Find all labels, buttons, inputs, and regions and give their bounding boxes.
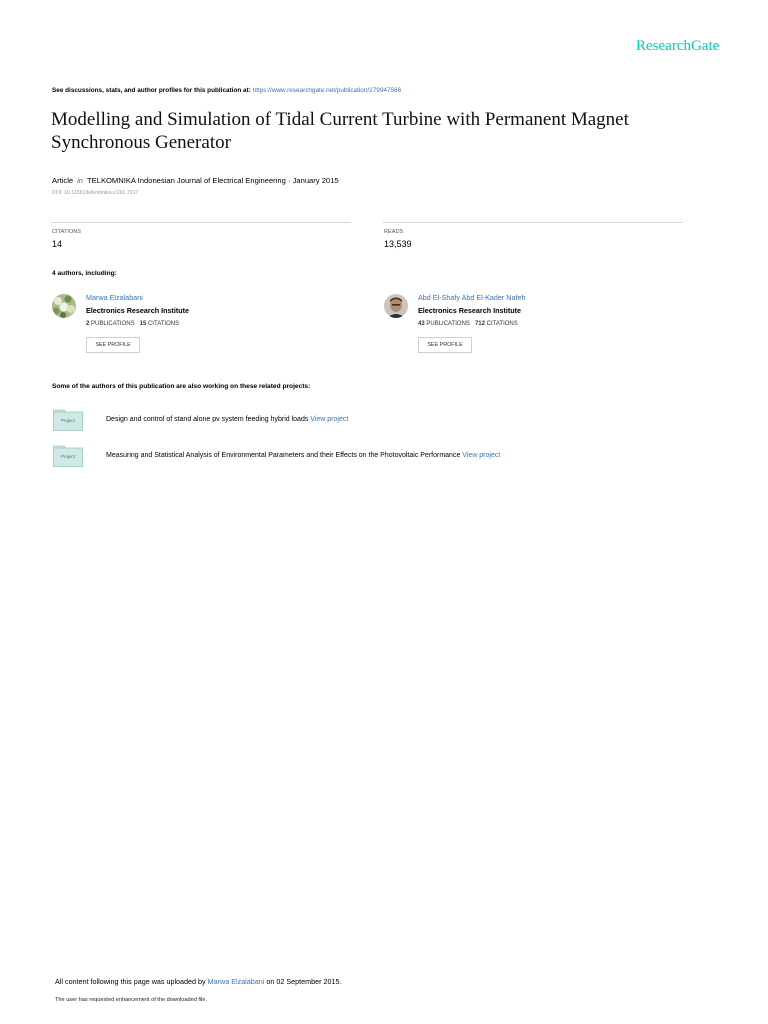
publication-title: Modelling and Simulation of Tidal Current Turbine with Permanent Magnet Synchronous Generator <box>51 109 629 153</box>
in-word: in <box>77 176 84 185</box>
project-item <box>106 452 500 459</box>
uploaded-prefix: All content following this page was uploaded by <box>55 977 206 986</box>
notice-label: See discussions, stats, and author profiles for this publication at: <box>52 87 251 94</box>
author-stats <box>86 321 179 327</box>
uploader-link[interactable]: Marwa Elzalabani <box>207 977 265 986</box>
article-type: Article <box>52 176 74 185</box>
uploaded-suffix: on 02 September 2015. <box>266 977 342 986</box>
publications-label: PUBLICATIONS <box>91 321 135 327</box>
journal-name: TELKOMNIKA Indonesian Journal of Electrical Engineering · January 2015 <box>87 176 339 185</box>
author-citations-count: 15 <box>139 321 147 327</box>
view-project-link[interactable]: View project <box>462 452 501 459</box>
author-citations-count: 712 <box>474 321 485 327</box>
upload-notice <box>55 977 342 986</box>
citations-label: CITATIONS <box>52 229 82 235</box>
project-title: Measuring and Statistical Analysis of Environmental Parameters and their Effects on the Photovoltaic Performance <box>106 452 461 459</box>
reads-label: READS <box>384 229 404 235</box>
author-stats <box>418 321 518 327</box>
citations-label: CITATIONS <box>486 321 518 327</box>
author-name-link[interactable]: Abd El-Shafy Abd El-Kader Nafeh <box>418 293 526 302</box>
project-title: Design and control of stand alone pv system feeding hybrid loads <box>106 416 309 423</box>
project-icon-label: Project <box>61 454 75 459</box>
see-profile-button[interactable]: SEE PROFILE <box>418 337 472 353</box>
reads-divider <box>383 222 683 223</box>
citations-count: 14 <box>52 239 63 249</box>
project-icon-label: Project <box>61 418 75 423</box>
author-avatar[interactable] <box>52 294 76 318</box>
project-item <box>106 416 348 423</box>
publications-label: PUBLICATIONS <box>426 321 470 327</box>
citations-divider <box>51 222 351 223</box>
author-name-link[interactable]: Marwa Elzalabani <box>86 293 143 302</box>
related-projects-heading: Some of the authors of this publication are also working on these related projects: <box>52 383 311 390</box>
publication-url-link[interactable]: https://www.researchgate.net/publication/279947566 <box>252 87 402 94</box>
see-profile-button[interactable]: SEE PROFILE <box>86 337 140 353</box>
publication-meta <box>52 176 339 185</box>
author-publications-count: 43 <box>418 321 425 327</box>
doi-text: DOI: 10.11591/telkomnika.v13i1.7017 <box>52 190 139 196</box>
enhancement-note: The user has requested enhancement of the downloaded file. <box>55 997 208 1003</box>
reads-count: 13,539 <box>384 239 412 249</box>
view-project-link[interactable]: View project <box>310 416 349 423</box>
author-publications-count: 2 <box>86 321 90 327</box>
author-institution: Electronics Research Institute <box>86 306 190 315</box>
authors-heading: 4 authors, including: <box>52 270 117 277</box>
author-avatar[interactable] <box>384 294 408 318</box>
publication-notice <box>52 87 401 94</box>
researchgate-logo[interactable]: ResearchGate <box>636 38 720 54</box>
author-institution: Electronics Research Institute <box>418 306 522 315</box>
citations-label: CITATIONS <box>147 321 180 327</box>
